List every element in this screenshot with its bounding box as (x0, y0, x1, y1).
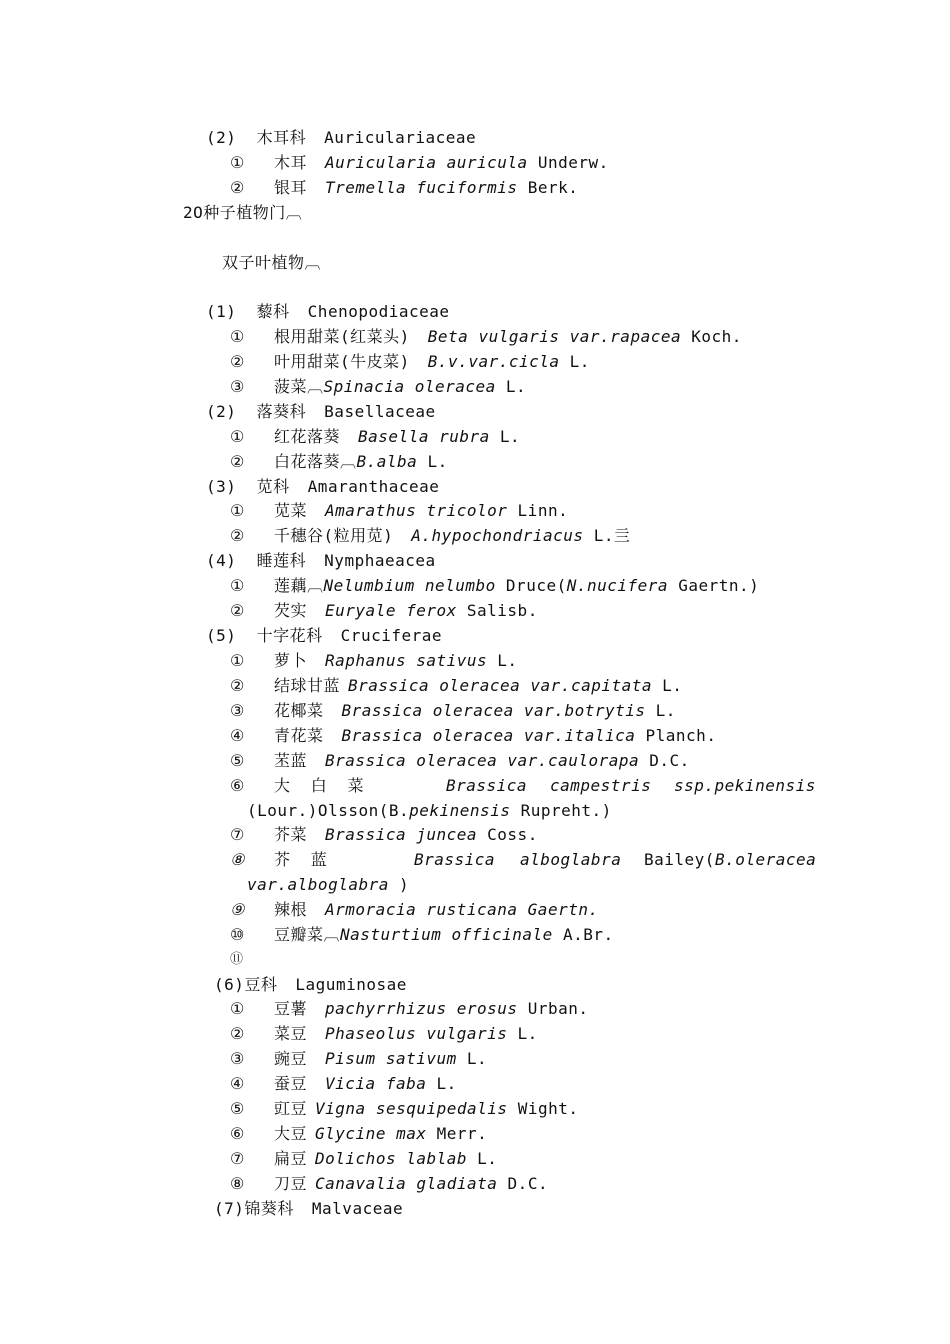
species-entry (230, 352, 590, 372)
scientific-name: B.v.var.cicla (427, 352, 560, 371)
section-heading-text: 2O种子植物门︹ (183, 203, 303, 222)
scientific-name: Euryale ferox (325, 601, 457, 620)
family-name-cn: (6)豆科 (214, 975, 278, 994)
common-name: 苋菜 (274, 501, 308, 520)
family-name-cn: (1) 藜科 (206, 302, 290, 321)
family-name-cn: (3) 苋科 (206, 477, 290, 496)
author: D.C. (649, 751, 690, 770)
author: Planch. (645, 726, 717, 745)
family-heading (214, 975, 407, 995)
scientific-name-species: campestris (550, 776, 652, 795)
entry-number: ⑥ (230, 1124, 245, 1143)
common-name: 花椰菜 (274, 701, 324, 720)
species-entry (230, 900, 599, 920)
author: Coss. (487, 825, 538, 844)
author: L. (499, 427, 521, 446)
species-entry (230, 1174, 548, 1194)
author: L. (505, 377, 527, 396)
common-name: 辣根 (274, 900, 308, 919)
common-name: 豌豆 (274, 1049, 308, 1068)
scientific-name: Nelumbium nelumbo (323, 576, 496, 595)
entry-number: ② (230, 1024, 245, 1043)
family-name-cn: (2) 木耳科 (206, 128, 307, 147)
family-heading (214, 1199, 403, 1219)
species-entry (230, 726, 716, 746)
scientific-name: Raphanus sativus (325, 651, 488, 670)
species-entry (230, 701, 676, 721)
scientific-name-subspecies: ssp.pekinensis (674, 776, 816, 795)
species-entry (230, 999, 588, 1019)
scientific-name: Vigna sesquipedalis (315, 1099, 508, 1118)
family-name-latin: Basellaceae (324, 402, 436, 421)
scientific-name: Auricularia auricula (325, 153, 528, 172)
subsection-heading (222, 253, 321, 273)
family-name-cn: (4) 睡莲科 (206, 551, 307, 570)
entry-number: ② (230, 178, 245, 197)
author: Salisb. (466, 601, 538, 620)
scientific-name: pachyrrhizus erosus (325, 999, 518, 1018)
scientific-name: Dolichos lablab (315, 1149, 468, 1168)
common-name: 白花落葵︹ (274, 452, 357, 471)
entry-number: ② (230, 452, 245, 471)
species-entry (230, 925, 614, 945)
species-entry (230, 327, 742, 347)
species-entry (230, 178, 578, 198)
entry-number: ② (230, 601, 245, 620)
entry-number: ⑦ (230, 1149, 245, 1168)
family-heading (206, 551, 436, 571)
species-entry-continuation (247, 801, 612, 821)
scientific-name: Brassica oleracea var.caulorapa (325, 751, 640, 770)
entry-number: ① (230, 576, 245, 595)
species-entry (230, 526, 630, 546)
entry-number: ⑤ (230, 751, 245, 770)
species-entry (230, 501, 568, 521)
scientific-name: Nasturtium officinale (340, 925, 553, 944)
species-entry (230, 950, 274, 970)
entry-number: ⑥ (230, 776, 245, 795)
family-name-cn: (5) 十字花科 (206, 626, 323, 645)
common-name: 芡实 (274, 601, 308, 620)
species-entry (230, 1099, 578, 1119)
family-name-latin: Auriculariaceae (324, 128, 477, 147)
species-entry-continuation (247, 875, 409, 895)
common-name: 大豆 (274, 1124, 308, 1143)
closing-paren: ) (399, 875, 410, 894)
entry-number: ⑦ (230, 825, 245, 844)
synonym-author: Rupreht.) (520, 801, 612, 820)
subsection-heading-text: 双子叶植物︹ (222, 253, 322, 272)
author: L. (517, 1024, 538, 1043)
scientific-name-genus: Brassica (446, 776, 528, 795)
species-entry (230, 576, 759, 596)
common-name: 刀豆 (274, 1174, 308, 1193)
entry-number: ⑪ (230, 952, 244, 967)
author: Koch. (691, 327, 742, 346)
common-name: 结球甘蓝 (274, 676, 341, 695)
scientific-name: Armoracia rusticana Gaertn. (325, 900, 599, 919)
author: Merr. (436, 1124, 488, 1143)
species-entry (230, 452, 448, 472)
common-name: 大 白 菜 (274, 776, 365, 795)
entry-number: ⑧ (230, 850, 245, 869)
family-name-cn: (2) 落葵科 (206, 402, 307, 421)
scientific-name: Amarathus tricolor (325, 501, 508, 520)
entry-number: ① (230, 501, 245, 520)
common-name: 豆瓣菜︹ (274, 925, 341, 944)
entry-number: ① (230, 153, 245, 172)
common-name: 木耳 (274, 153, 308, 172)
common-name: 豇豆 (274, 1099, 308, 1118)
synonym-author: Gaertn.) (678, 576, 760, 595)
entry-number: ③ (230, 377, 245, 396)
common-name: 芥 蓝 (274, 850, 328, 869)
family-name-latin: Cruciferae (340, 626, 442, 645)
species-entry (230, 1149, 497, 1169)
family-name-cn: (7)锦葵科 (214, 1199, 294, 1218)
scientific-name: Brassica oleracea var.italica (341, 726, 636, 745)
common-name: 豆薯 (274, 999, 308, 1018)
author: Bailey( (644, 850, 715, 869)
synonym-name: B.oleracea (714, 850, 817, 869)
synonym-name: N.nucifera (566, 576, 669, 595)
author: Urban. (527, 999, 589, 1018)
common-name: 根用甜菜(红菜头) (274, 327, 410, 346)
common-name: 银耳 (274, 178, 308, 197)
family-name-latin: Amaranthaceae (307, 477, 440, 496)
species-entry (230, 427, 520, 447)
entry-number: ② (230, 352, 245, 371)
species-entry (230, 676, 682, 696)
family-name-latin: Chenopodiaceae (307, 302, 450, 321)
family-heading (206, 302, 450, 322)
species-entry (230, 153, 609, 173)
author: Druce( (505, 576, 567, 595)
species-entry (230, 1024, 538, 1044)
entry-number: ⑩ (230, 925, 245, 944)
scientific-name: Pisum sativum (325, 1049, 457, 1068)
scientific-name: Brassica oleracea var.capitata (348, 676, 652, 695)
author: L. (497, 651, 518, 670)
species-entry (230, 1124, 487, 1144)
author: L. (569, 352, 590, 371)
author: L. (427, 452, 448, 471)
species-entry (230, 1049, 487, 1069)
family-heading (206, 402, 436, 422)
author: L. (662, 676, 683, 695)
scientific-name: B.alba (356, 452, 418, 471)
species-entry (230, 601, 538, 621)
author: L. (466, 1049, 488, 1068)
scientific-name: Basella rubra (358, 427, 490, 446)
author: L.亖 (593, 526, 631, 545)
common-name: 扁豆 (274, 1149, 308, 1168)
scientific-name: Glycine max (315, 1124, 427, 1143)
species-entry (230, 776, 816, 796)
author: L. (655, 701, 676, 720)
entry-number: ② (230, 676, 245, 695)
family-name-latin: Nymphaeacea (324, 551, 436, 570)
entry-number: ⑤ (230, 1099, 245, 1118)
entry-number: ① (230, 999, 245, 1018)
scientific-name: Beta vulgaris var.rapacea (427, 327, 682, 346)
entry-number: ① (230, 327, 245, 346)
entry-number: ④ (230, 1074, 245, 1093)
entry-number: ⑨ (230, 900, 245, 919)
scientific-name: Tremella fuciformis (325, 178, 518, 197)
author: A.Br. (562, 925, 614, 944)
author: (Lour.)Olsson(B. (247, 801, 410, 820)
common-name: 萝卜 (274, 651, 308, 670)
species-entry (230, 1074, 457, 1094)
family-heading (206, 477, 439, 497)
synonym-variety: var.alboglabra (247, 875, 389, 894)
entry-number: ③ (230, 1049, 245, 1068)
scientific-name-genus: Brassica (414, 850, 496, 869)
author: D.C. (507, 1174, 549, 1193)
scientific-name: Vicia faba (325, 1074, 427, 1093)
family-name-latin: Laguminosae (295, 975, 407, 994)
common-name: 菜豆 (274, 1024, 308, 1043)
common-name: 青花菜 (274, 726, 324, 745)
common-name: 千穗谷(粒用苋) (274, 526, 394, 545)
author: Berk. (527, 178, 579, 197)
author: L. (477, 1149, 498, 1168)
species-entry (230, 651, 518, 671)
author: Underw. (537, 153, 609, 172)
scientific-name: Phaseolus vulgaris (325, 1024, 508, 1043)
scientific-name: Brassica juncea (325, 825, 478, 844)
entry-number: ③ (230, 701, 245, 720)
common-name: 芥菜 (274, 825, 308, 844)
species-entry (230, 850, 817, 870)
common-name: 红花落葵 (274, 427, 341, 446)
common-name: 莲藕︹ (274, 576, 324, 595)
scientific-name: Spinacia oleracea (323, 377, 496, 396)
entry-number: ① (230, 427, 245, 446)
scientific-name-species: alboglabra (520, 850, 622, 869)
author: Wight. (517, 1099, 579, 1118)
author-and-synonym (644, 850, 816, 870)
common-name: 菠菜︹ (274, 377, 324, 396)
species-entry (230, 751, 690, 771)
common-name: 苤蓝 (274, 751, 308, 770)
family-heading (206, 128, 476, 148)
scientific-name: Canavalia gladiata (315, 1174, 498, 1193)
entry-number: ④ (230, 726, 245, 745)
scientific-name: Brassica oleracea var.botrytis (341, 701, 646, 720)
species-entry (230, 825, 538, 845)
scientific-name: A.hypochondriacus (411, 526, 584, 545)
common-name: 叶用甜菜(牛皮菜) (274, 352, 410, 371)
section-heading (183, 203, 302, 223)
entry-number: ② (230, 526, 245, 545)
synonym-name: pekinensis (409, 801, 511, 820)
common-name: 蚕豆 (274, 1074, 308, 1093)
author: Linn. (517, 501, 569, 520)
entry-number: ⑧ (230, 1174, 245, 1193)
species-entry (230, 377, 526, 397)
entry-number: ① (230, 651, 245, 670)
family-name-latin: Malvaceae (311, 1199, 404, 1218)
family-heading (206, 626, 442, 646)
author: L. (436, 1074, 457, 1093)
